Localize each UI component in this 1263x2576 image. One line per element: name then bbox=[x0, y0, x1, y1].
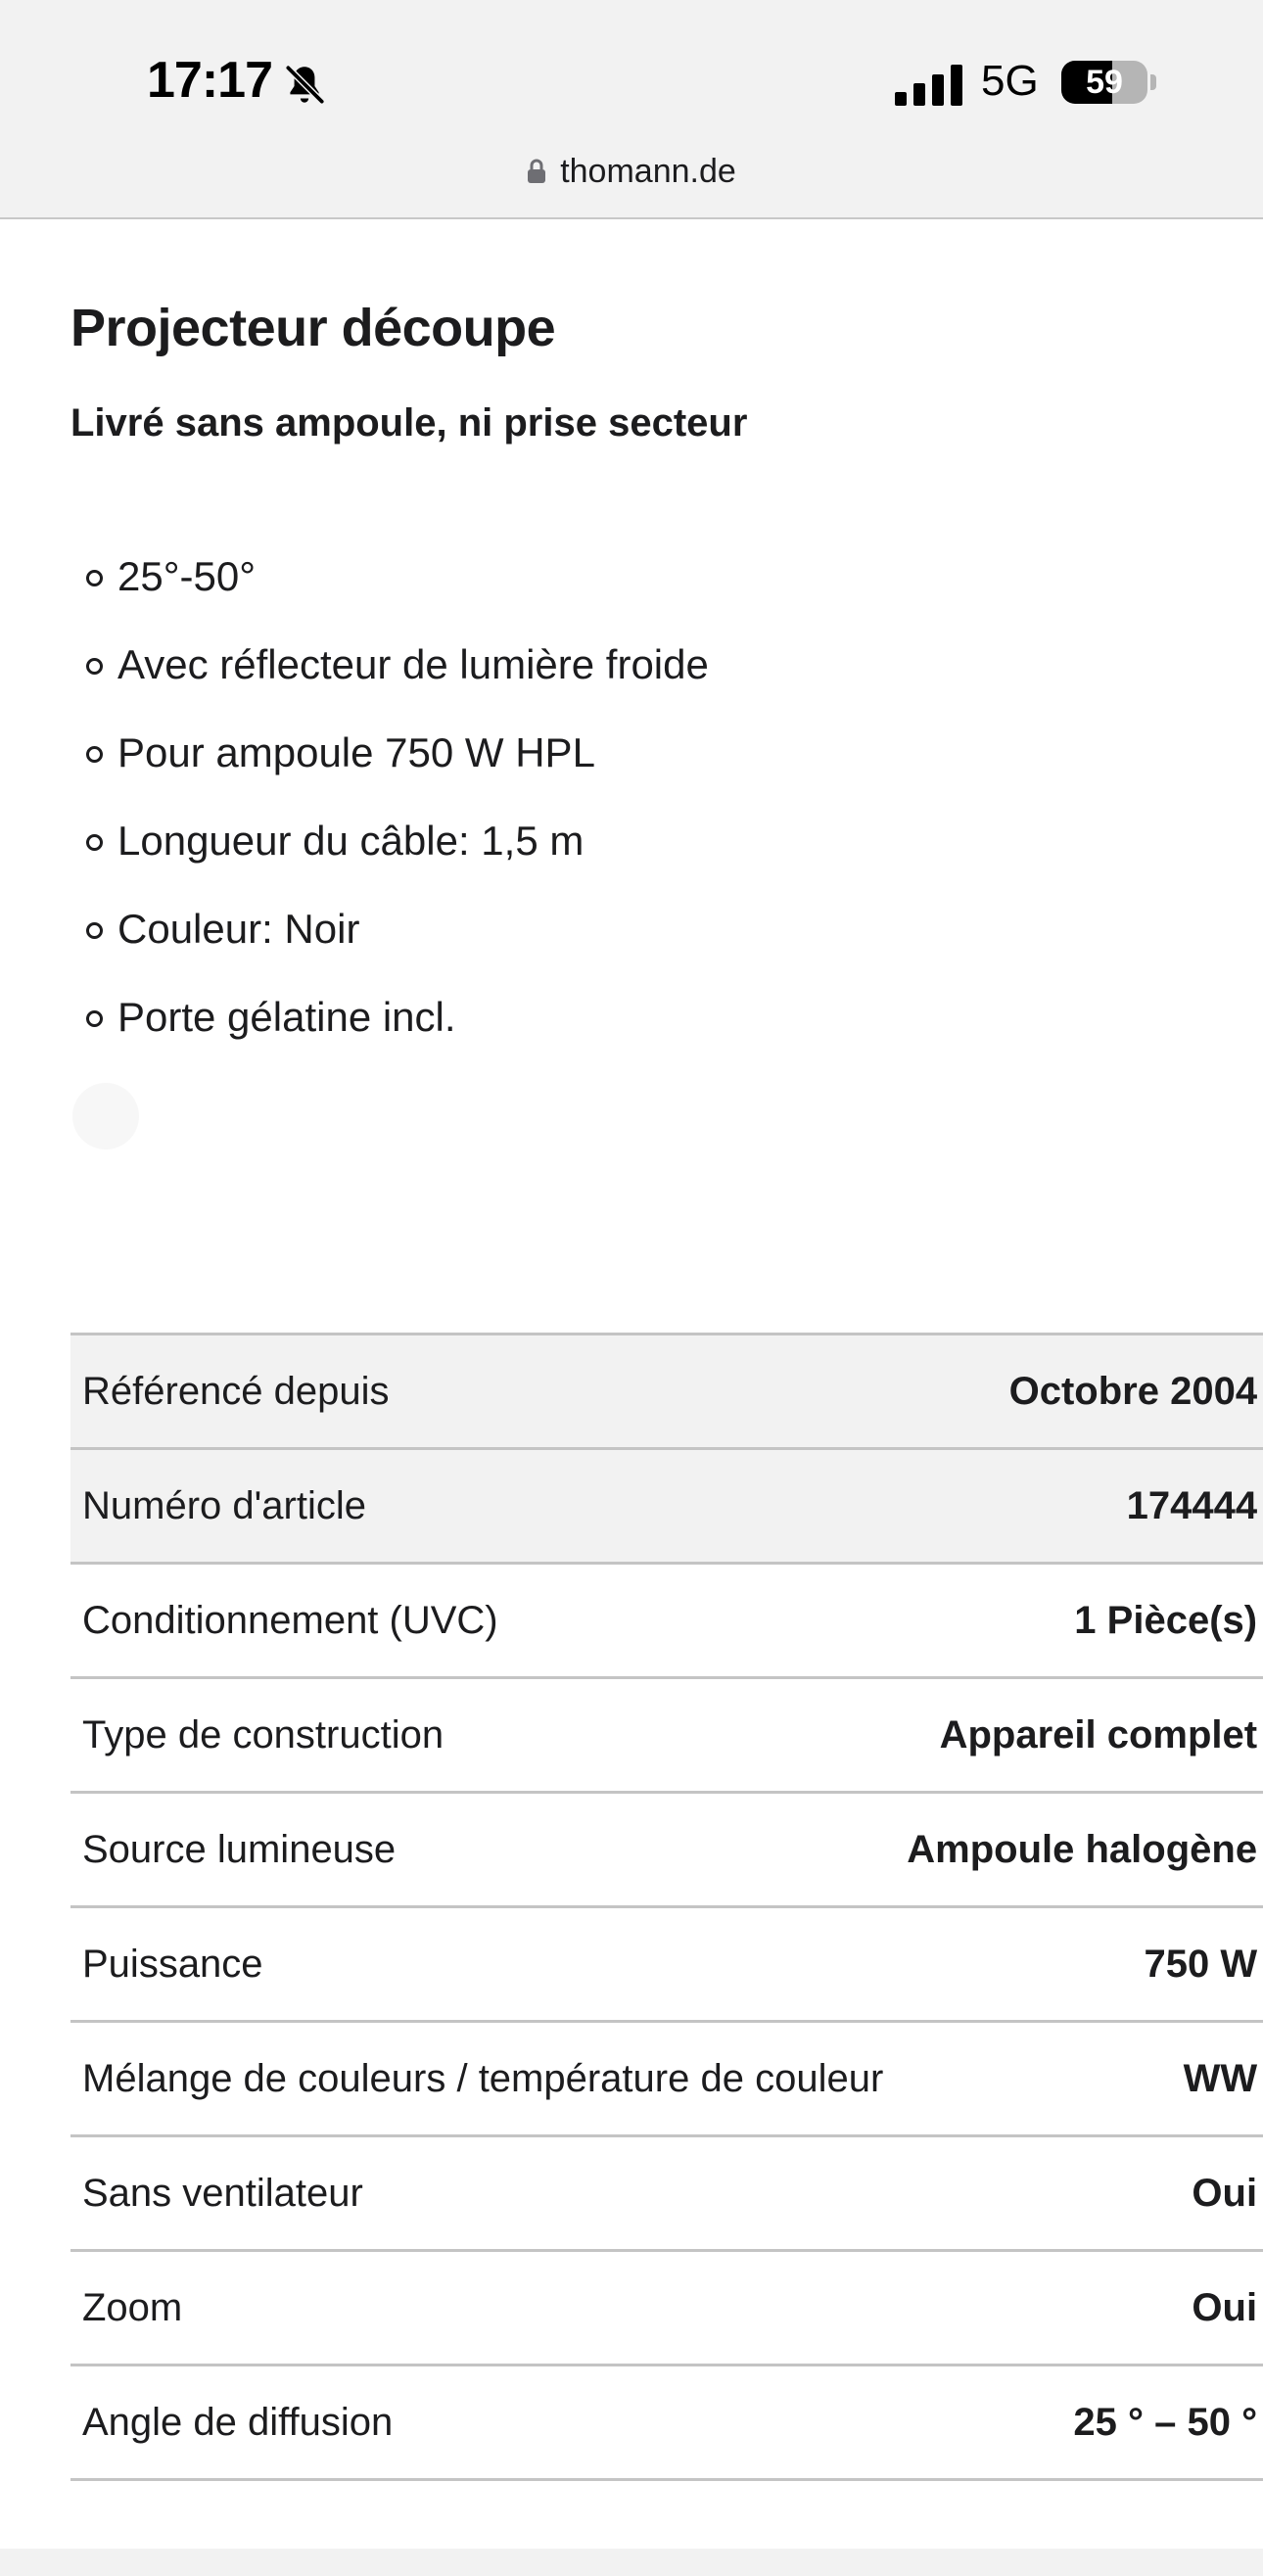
product-subtitle: Livré sans ampoule, ni prise secteur bbox=[70, 401, 748, 445]
spec-value: 1 Pièce(s) bbox=[895, 1564, 1263, 1678]
feature-text: Porte gélatine incl. bbox=[117, 994, 456, 1040]
feature-item bbox=[70, 797, 709, 885]
table-row bbox=[70, 1564, 1263, 1678]
feature-item bbox=[70, 973, 709, 1061]
feature-text: 25°-50° bbox=[117, 553, 257, 599]
table-row bbox=[70, 1678, 1263, 1793]
circle-bullet-icon bbox=[86, 1010, 103, 1027]
table-row bbox=[70, 2251, 1263, 2365]
feature-item bbox=[70, 709, 709, 797]
spec-label: Angle de diffusion bbox=[70, 2365, 895, 2480]
circle-bullet-icon bbox=[86, 746, 103, 763]
bottom-toolbar-edge bbox=[0, 2549, 1263, 2576]
battery-icon bbox=[1061, 61, 1147, 104]
feature-text: Avec réflecteur de lumière froide bbox=[117, 641, 709, 687]
spec-value: Ampoule halogène bbox=[895, 1793, 1263, 1907]
feature-text: Pour ampoule 750 W HPL bbox=[117, 729, 595, 775]
spec-label: Conditionnement (UVC) bbox=[70, 1564, 895, 1678]
spec-value: 25 ° – 50 ° bbox=[895, 2365, 1263, 2480]
spec-value: 750 W bbox=[895, 1907, 1263, 2022]
circle-bullet-icon bbox=[86, 922, 103, 939]
feature-item bbox=[70, 533, 709, 621]
spec-value: 174444 bbox=[895, 1449, 1263, 1564]
bell-slash-icon bbox=[280, 61, 329, 110]
network-type: 5G bbox=[981, 57, 1039, 105]
spec-label: Zoom bbox=[70, 2251, 895, 2365]
table-row bbox=[70, 1449, 1263, 1564]
spec-value: Oui bbox=[895, 2136, 1263, 2251]
table-row bbox=[70, 1335, 1263, 1449]
spec-label: Source lumineuse bbox=[70, 1793, 895, 1907]
table-row bbox=[70, 2365, 1263, 2480]
address-bar[interactable] bbox=[0, 153, 1263, 191]
table-row bbox=[70, 2022, 1263, 2136]
feature-text: Longueur du câble: 1,5 m bbox=[117, 818, 585, 864]
status-time: 17:17 bbox=[147, 52, 272, 109]
browser-top-bar bbox=[0, 0, 1263, 219]
url-domain: thomann.de bbox=[560, 153, 736, 190]
spec-value: Octobre 2004 bbox=[895, 1335, 1263, 1449]
circle-bullet-icon bbox=[86, 658, 103, 675]
lock-icon bbox=[527, 159, 546, 184]
specs-table bbox=[70, 1333, 1263, 2481]
feature-item bbox=[70, 885, 709, 973]
spec-label: Sans ventilateur bbox=[70, 2136, 895, 2251]
spec-label: Numéro d'article bbox=[70, 1449, 895, 1564]
cellular-signal-icon bbox=[895, 65, 963, 106]
battery-cap bbox=[1150, 74, 1156, 90]
spec-value: WW bbox=[895, 2022, 1263, 2136]
table-row bbox=[70, 1793, 1263, 1907]
faded-image-placeholder bbox=[72, 1083, 139, 1149]
spec-label: Mélange de couleurs / température de couleur bbox=[70, 2022, 895, 2136]
product-title: Projecteur découpe bbox=[70, 299, 556, 357]
table-row bbox=[70, 1907, 1263, 2022]
spec-label: Type de construction bbox=[70, 1678, 895, 1793]
spec-label: Puissance bbox=[70, 1907, 895, 2022]
spec-label: Référencé depuis bbox=[70, 1335, 895, 1449]
circle-bullet-icon bbox=[86, 834, 103, 851]
spec-value: Oui bbox=[895, 2251, 1263, 2365]
spec-value: Appareil complet bbox=[895, 1678, 1263, 1793]
table-row bbox=[70, 2136, 1263, 2251]
feature-item bbox=[70, 621, 709, 709]
circle-bullet-icon bbox=[86, 570, 103, 586]
feature-list bbox=[70, 533, 709, 1061]
feature-text: Couleur: Noir bbox=[117, 906, 360, 952]
battery-level: 59 bbox=[1086, 64, 1123, 101]
